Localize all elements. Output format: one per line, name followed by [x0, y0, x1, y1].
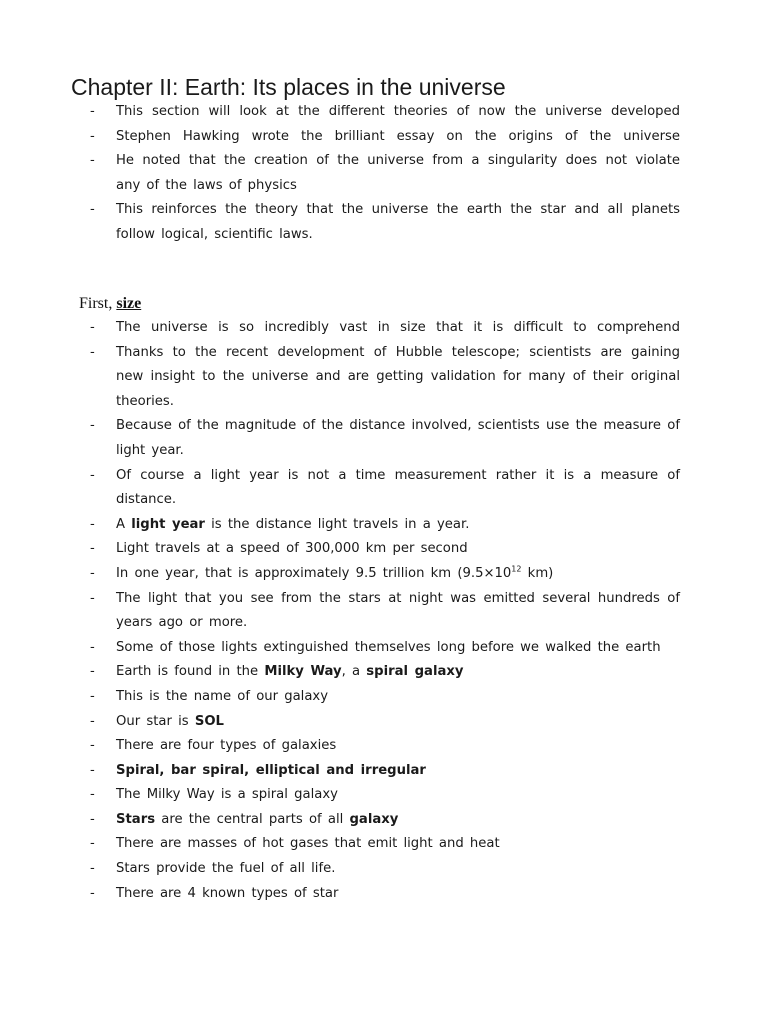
bullet-dash: - — [90, 688, 95, 704]
bullet-dash: - — [90, 541, 95, 557]
bullet-dash: - — [90, 418, 95, 434]
bullet-dash: - — [90, 104, 95, 119]
bullet-text-after: km) — [521, 565, 554, 581]
list-item — [90, 882, 680, 907]
bullet-dash: - — [90, 344, 95, 360]
bullet-dash: - — [90, 664, 95, 680]
list-item — [90, 685, 680, 710]
bullet-dash: - — [90, 128, 95, 144]
bullet-text-before: Our star is — [116, 713, 195, 729]
list-item — [90, 562, 680, 587]
list-item — [90, 783, 680, 808]
bold-term: Milky Way — [264, 664, 342, 680]
bullet-dash: - — [90, 153, 95, 169]
heading-keyword: size — [116, 295, 142, 312]
bullet-text: Stars provide the fuel of all life. — [116, 861, 336, 877]
bold-term: galaxy — [349, 811, 399, 827]
bullet-text-before: In one year, that is approximately 9.5 trillion km (9.5×10 — [116, 565, 512, 581]
bold-term: Spiral, bar spiral, elliptical and irregular — [116, 762, 426, 778]
bullet-text: The Milky Way is a spiral galaxy — [116, 787, 338, 803]
bold-term: light year — [131, 516, 205, 532]
bullet-text: Thanks to the recent development of Hubble telescope; scientists are gaining new insight to the universe and are getting validation for many of their original theories. — [116, 344, 680, 409]
list-item — [90, 316, 680, 341]
bullet-text: Stephen Hawking wrote the brilliant essay on the origins of the universe — [116, 128, 680, 144]
bullet-text: This section will look at the different theories of now the universe developed — [116, 104, 680, 119]
bullet-dash: - — [90, 590, 95, 606]
bullet-text-after: is the distance light travels in a year. — [204, 516, 470, 532]
chapter-title: Chapter II: Earth: Its places in the universe — [71, 74, 506, 100]
bullet-text: There are masses of hot gases that emit light and heat — [116, 836, 500, 852]
bullet-dash: - — [90, 516, 95, 532]
bullet-text: This is the name of our galaxy — [116, 688, 329, 704]
list-item — [90, 125, 680, 150]
bullet-text-middle: , a — [341, 664, 367, 680]
list-item — [90, 636, 680, 661]
bullet-text: This reinforces the theory that the universe the earth the star and all planets follow logical, scientific laws. — [116, 202, 680, 242]
bullet-text: Some of those lights extinguished themselves long before we walked the earth — [116, 639, 661, 655]
bullet-dash: - — [90, 787, 95, 803]
bullet-dash: - — [90, 639, 95, 655]
bold-term: Stars — [116, 811, 156, 827]
list-item — [90, 857, 680, 882]
bullet-text: The light that you see from the stars at night was emitted several hundreds of years ago or more. — [116, 590, 680, 631]
heading-prefix: First, — [79, 295, 117, 312]
list-item — [90, 759, 680, 784]
bullet-dash: - — [90, 811, 95, 827]
bold-term: spiral galaxy — [366, 664, 464, 680]
exponent: 12 — [511, 564, 522, 574]
intro-bullet-list — [90, 100, 680, 248]
size-bullet-list — [90, 316, 680, 906]
list-item — [90, 414, 680, 463]
section-heading-size — [79, 292, 141, 316]
list-item — [90, 710, 680, 735]
list-item — [90, 100, 680, 125]
bullet-dash: - — [90, 565, 95, 581]
list-item — [90, 808, 680, 833]
list-item — [90, 660, 680, 685]
bullet-text: There are four types of galaxies — [116, 738, 337, 754]
bullet-dash: - — [90, 202, 95, 218]
list-item — [90, 341, 680, 415]
bullet-text-before: A — [116, 516, 132, 532]
list-item — [90, 734, 680, 759]
list-item — [90, 587, 680, 636]
bullet-dash: - — [90, 836, 95, 852]
list-item — [90, 198, 680, 247]
bullet-text: Because of the magnitude of the distance involved, scientists use the measure of light year. — [116, 418, 680, 458]
list-item — [90, 513, 680, 538]
bullet-text: He noted that the creation of the universe from a singularity does not violate any of the laws of physics — [116, 153, 680, 193]
list-item — [90, 832, 680, 857]
bullet-text-middle: are the central parts of all — [155, 811, 350, 827]
list-item — [90, 537, 680, 562]
bold-term: SOL — [194, 713, 224, 729]
bullet-dash: - — [90, 861, 95, 877]
bullet-text-before: Earth is found in the — [116, 664, 265, 680]
bullet-text: Of course a light year is not a time measurement rather it is a measure of distance. — [116, 467, 680, 508]
bullet-dash: - — [90, 762, 95, 778]
bullet-text: There are 4 known types of star — [116, 885, 339, 901]
list-item — [90, 149, 680, 198]
bullet-dash: - — [90, 713, 95, 729]
bullet-text: The universe is so incredibly vast in size that it is difficult to comprehend — [116, 320, 680, 335]
bullet-dash: - — [90, 885, 95, 901]
bullet-text: Light travels at a speed of 300,000 km per second — [116, 541, 468, 557]
list-item — [90, 464, 680, 513]
bullet-dash: - — [90, 738, 95, 754]
bullet-dash: - — [90, 467, 95, 483]
bullet-dash: - — [90, 320, 95, 335]
